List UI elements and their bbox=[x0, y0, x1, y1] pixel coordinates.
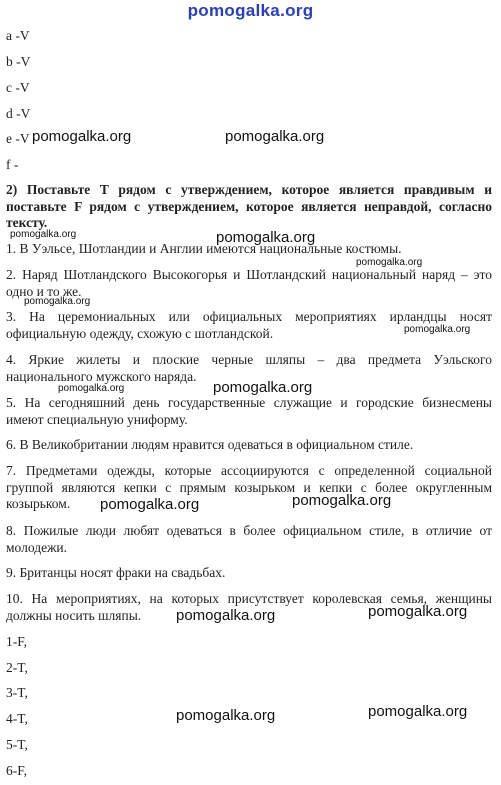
statement-8: 8. Пожилые люди любят одеваться в более официальном стиле, в отличие от молодежи. bbox=[6, 523, 492, 555]
answer-line-a: a -V bbox=[6, 28, 30, 43]
watermark: pomogalka.org bbox=[225, 128, 325, 145]
task2-answer-6: 6-F, bbox=[6, 763, 28, 778]
watermark: pomogalka.org bbox=[404, 324, 471, 335]
task2-answer-3: 3-T, bbox=[6, 685, 28, 700]
answer-line-e: e -V bbox=[6, 131, 30, 146]
watermark: pomogalka.org bbox=[216, 229, 316, 246]
site-header-watermark: pomogalka.org bbox=[187, 1, 314, 20]
answer-line-f: f - bbox=[6, 157, 19, 172]
task2-answer-4: 4-T, bbox=[6, 711, 28, 726]
watermark: pomogalka.org bbox=[32, 128, 132, 145]
watermark: pomogalka.org bbox=[176, 607, 276, 624]
task2-heading: 2) Поставьте T рядом с утверждением, которое является правдивым и поставьте F рядом с утверждением, которое является неправдой, согласно тексту. bbox=[6, 182, 492, 230]
watermark: pomogalka.org bbox=[58, 383, 125, 394]
task2-answer-1: 1-F, bbox=[6, 634, 28, 649]
watermark: pomogalka.org bbox=[213, 379, 313, 396]
answer-line-c: c -V bbox=[6, 80, 30, 95]
statement-10: 10. На мероприятиях, на которых присутствует королевская семья, женщины должны носить шляпы. bbox=[6, 591, 492, 623]
watermark: pomogalka.org bbox=[356, 257, 423, 268]
statement-9: 9. Британцы носят фраки на свадьбах. bbox=[6, 565, 226, 580]
statement-1: 1. В Уэльсе, Шотландии и Англии имеются национальные костюмы. bbox=[6, 241, 402, 256]
watermark: pomogalka.org bbox=[100, 496, 200, 513]
watermark: pomogalka.org bbox=[24, 296, 91, 307]
statement-2: 2. Наряд Шотландского Высокогорья и Шотландский национальный наряд – это одно и то же. bbox=[6, 267, 492, 299]
watermark: pomogalka.org bbox=[368, 603, 468, 620]
statement-5: 5. На сегодняшний день государственные служащие и городские бизнесмены имеют специальную униформу. bbox=[6, 395, 492, 427]
answer-line-d: d -V bbox=[6, 106, 31, 121]
watermark: pomogalka.org bbox=[368, 703, 468, 720]
watermark: pomogalka.org bbox=[10, 229, 77, 240]
watermark: pomogalka.org bbox=[176, 707, 276, 724]
statement-7: 7. Предметами одежды, которые ассоциируются с определенной социальной группой являются кепки с прямым козырьком и кепки с более округленным козырьком. bbox=[6, 463, 492, 511]
watermark: pomogalka.org bbox=[292, 492, 392, 509]
statement-4: 4. Яркие жилеты и плоские черные шляпы – два предмета Уэльского национального мужского наряда. bbox=[6, 352, 492, 384]
answer-line-b: b -V bbox=[6, 54, 31, 69]
statement-6: 6. В Великобритании людям нравится одеваться в официальном стиле. bbox=[6, 437, 414, 452]
task2-answer-2: 2-T, bbox=[6, 660, 28, 675]
statement-3: 3. На церемониальных или официальных мероприятиях ирландцы носят официальную одежду, схожую с шотландской. bbox=[6, 309, 492, 341]
task2-answer-5: 5-T, bbox=[6, 737, 28, 752]
